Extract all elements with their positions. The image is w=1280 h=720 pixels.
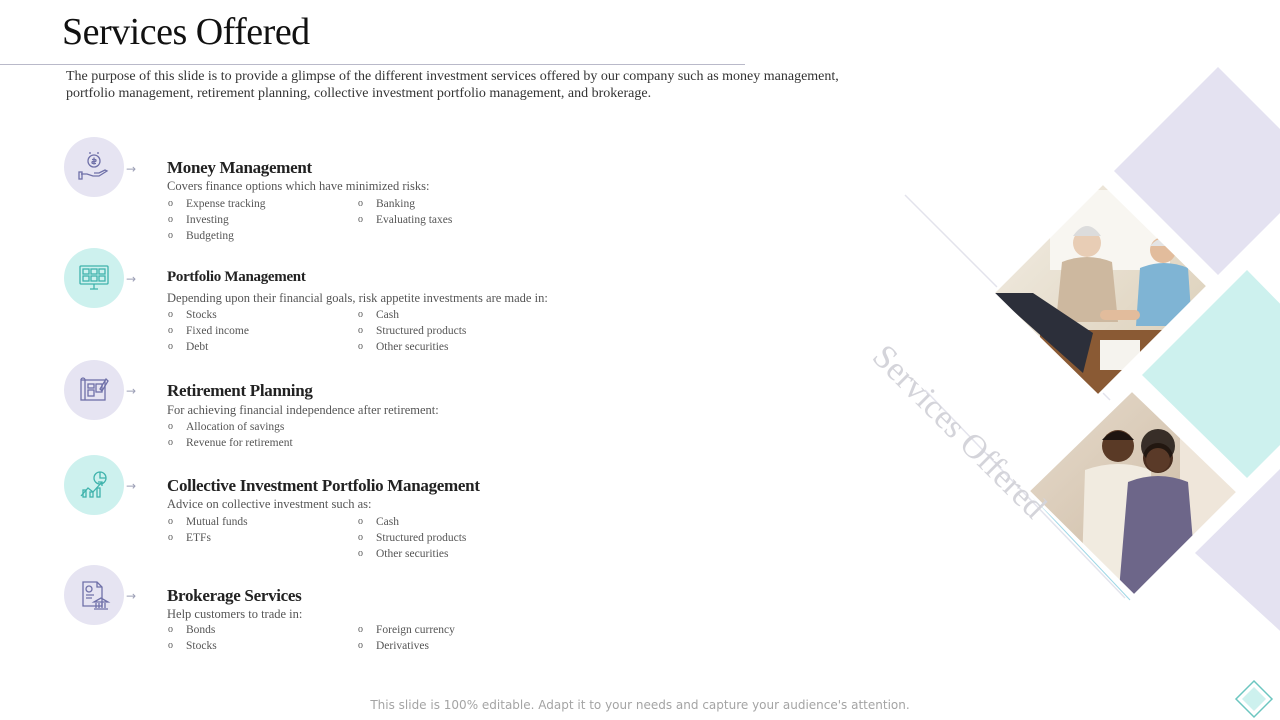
list-item: o Other securities bbox=[358, 546, 466, 562]
arrow-icon: → bbox=[126, 162, 137, 176]
money-hand-icon bbox=[64, 137, 124, 197]
service-title: Retirement Planning bbox=[167, 381, 313, 400]
list-item: o Structured products bbox=[358, 530, 466, 546]
list-item: o Cash bbox=[358, 307, 466, 323]
blueprint-plan-icon bbox=[64, 360, 124, 420]
service-list bbox=[358, 622, 455, 654]
service-list bbox=[168, 196, 266, 245]
arrow-icon: → bbox=[126, 272, 137, 286]
service-title: Portfolio Management bbox=[167, 269, 306, 285]
watermark-text: Services Offered bbox=[865, 337, 1053, 526]
service-description: Help customers to trade in: bbox=[167, 607, 303, 621]
service-description: Covers finance options which have minimized risks: bbox=[167, 179, 430, 193]
list-item: o Bonds bbox=[168, 622, 217, 638]
service-description: Advice on collective investment such as: bbox=[167, 497, 372, 511]
list-item: o Foreign currency bbox=[358, 622, 455, 638]
service-title: Collective Investment Portfolio Management bbox=[167, 476, 480, 495]
service-list bbox=[358, 307, 466, 356]
list-item: o Debt bbox=[168, 339, 249, 355]
arrow-icon: → bbox=[126, 589, 137, 603]
list-item: o Expense tracking bbox=[168, 196, 266, 212]
list-item: o Evaluating taxes bbox=[358, 212, 452, 228]
service-list bbox=[168, 514, 248, 546]
page-title: Services Offered bbox=[62, 11, 310, 53]
title-divider bbox=[0, 64, 745, 65]
bank-document-icon bbox=[64, 565, 124, 625]
footer-note: This slide is 100% editable. Adapt it to your needs and capture your audience's attention. bbox=[370, 698, 910, 712]
service-description: For achieving financial independence after retirement: bbox=[167, 403, 439, 417]
arrow-icon: → bbox=[126, 479, 137, 493]
list-item: o ETFs bbox=[168, 530, 248, 546]
list-item: o Mutual funds bbox=[168, 514, 248, 530]
service-title: Brokerage Services bbox=[167, 586, 302, 605]
service-list bbox=[168, 622, 217, 654]
intro-text: The purpose of this slide is to provide a glimpse of the different investment services offered by our company such as money management, portfolio management, retirement planning, collective investment portfolio management, and brokerage. bbox=[66, 69, 839, 101]
list-item: o Fixed income bbox=[168, 323, 249, 339]
list-item: o Stocks bbox=[168, 307, 249, 323]
list-item: o Derivatives bbox=[358, 638, 455, 654]
service-list bbox=[358, 196, 452, 228]
service-list bbox=[168, 419, 293, 451]
service-list bbox=[168, 307, 249, 356]
list-item: o Allocation of savings bbox=[168, 419, 293, 435]
service-description: Depending upon their financial goals, risk appetite investments are made in: bbox=[167, 291, 548, 305]
list-item: o Structured products bbox=[358, 323, 466, 339]
list-item: o Other securities bbox=[358, 339, 466, 355]
growth-chart-icon bbox=[64, 455, 124, 515]
arrow-icon: → bbox=[126, 384, 137, 398]
service-list bbox=[358, 514, 466, 563]
list-item: o Banking bbox=[358, 196, 452, 212]
list-item: o Budgeting bbox=[168, 228, 266, 244]
list-item: o Revenue for retirement bbox=[168, 435, 293, 451]
service-title: Money Management bbox=[167, 158, 312, 177]
list-item: o Investing bbox=[168, 212, 266, 228]
list-item: o Stocks bbox=[168, 638, 217, 654]
list-item: o Cash bbox=[358, 514, 466, 530]
monitor-chart-icon bbox=[64, 248, 124, 308]
